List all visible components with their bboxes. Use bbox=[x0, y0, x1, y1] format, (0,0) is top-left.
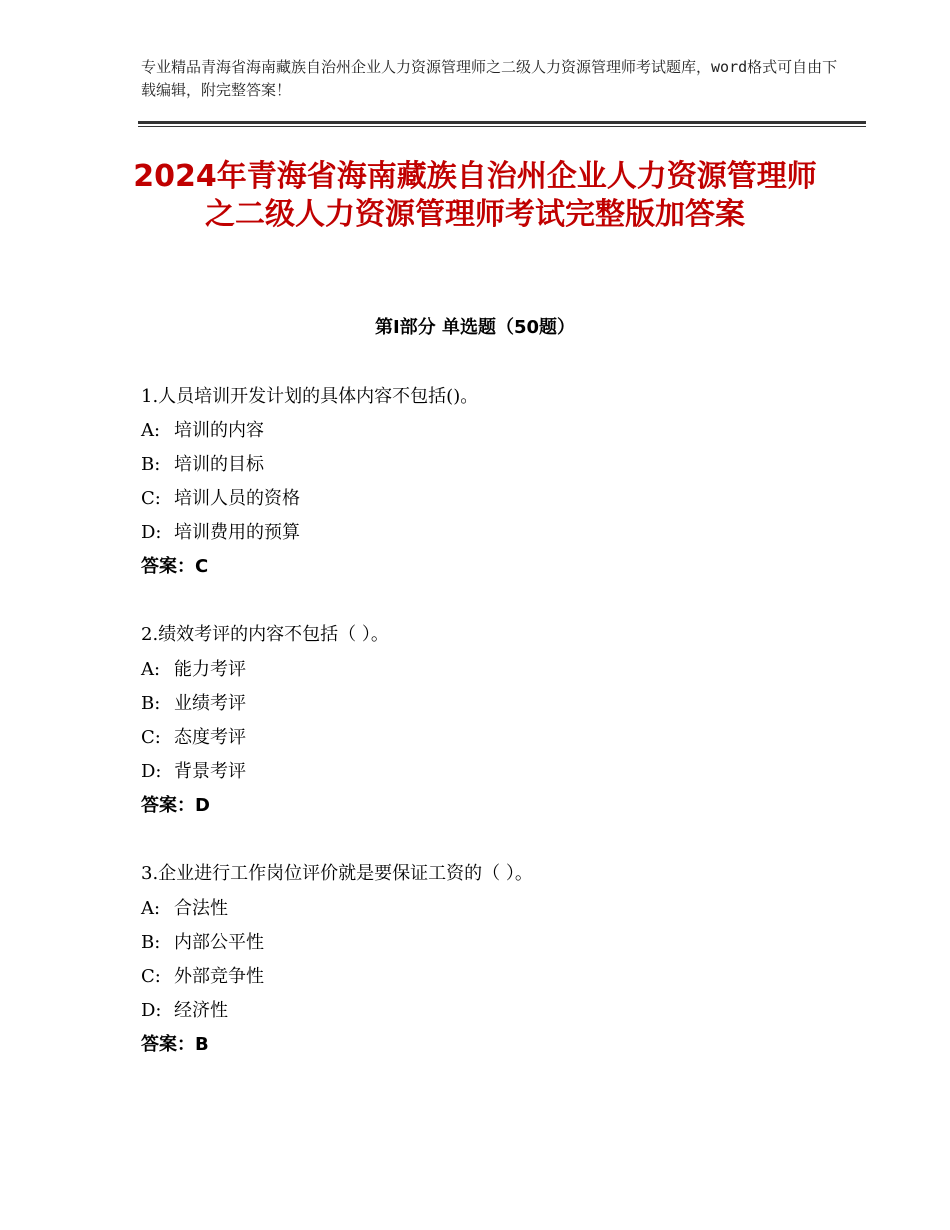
question-stem: 2.绩效考评的内容不包括（ ）。 bbox=[141, 624, 389, 645]
option-letter: C: bbox=[141, 966, 161, 987]
option-d bbox=[141, 999, 228, 1023]
option-letter: D: bbox=[141, 761, 162, 782]
option-text: 业绩考评 bbox=[174, 693, 246, 714]
option-letter: D: bbox=[141, 1000, 162, 1021]
option-text: 外部竞争性 bbox=[174, 966, 264, 987]
option-a bbox=[141, 658, 246, 682]
option-text: 培训的目标 bbox=[174, 454, 264, 475]
question-stem: 1.人员培训开发计划的具体内容不包括()。 bbox=[141, 386, 479, 407]
option-text: 合法性 bbox=[174, 898, 228, 919]
option-letter: D: bbox=[141, 522, 162, 543]
option-c bbox=[141, 726, 246, 750]
option-d bbox=[141, 760, 246, 784]
option-text: 培训的内容 bbox=[174, 420, 264, 441]
option-text: 背景考评 bbox=[174, 761, 246, 782]
option-letter: A: bbox=[141, 898, 161, 919]
option-b bbox=[141, 692, 246, 716]
option-letter: A: bbox=[141, 659, 161, 680]
option-letter: C: bbox=[141, 488, 161, 509]
header-note: 专业精品青海省海南藏族自治州企业人力资源管理师之二级人力资源管理师考试题库，word格式可自由下载编辑，附完整答案！ bbox=[141, 58, 838, 99]
header-rule-thin bbox=[138, 126, 866, 127]
option-d bbox=[141, 521, 300, 545]
answer-line: 答案：D bbox=[141, 795, 210, 816]
option-letter: B: bbox=[141, 454, 161, 475]
option-letter: C: bbox=[141, 727, 161, 748]
answer-line: 答案：B bbox=[141, 1034, 209, 1055]
question-stem: 3.企业进行工作岗位评价就是要保证工资的（ ）。 bbox=[141, 863, 533, 884]
option-text: 培训费用的预算 bbox=[174, 522, 300, 543]
option-b bbox=[141, 453, 264, 477]
option-letter: B: bbox=[141, 693, 161, 714]
option-c bbox=[141, 487, 300, 511]
option-text: 培训人员的资格 bbox=[174, 488, 300, 509]
section-title: 第Ⅰ部分 单选题（50题） bbox=[374, 317, 575, 338]
option-text: 经济性 bbox=[174, 1000, 228, 1021]
answer-line: 答案：C bbox=[141, 556, 209, 577]
option-letter: B: bbox=[141, 932, 161, 953]
option-b bbox=[141, 931, 264, 955]
option-a bbox=[141, 419, 264, 443]
option-text: 内部公平性 bbox=[174, 932, 264, 953]
document-title: 2024年青海省海南藏族自治州企业人力资源管理师之二级人力资源管理师考试完整版加答案 bbox=[133, 159, 817, 232]
option-text: 能力考评 bbox=[174, 659, 246, 680]
option-a bbox=[141, 897, 228, 921]
option-c bbox=[141, 965, 264, 989]
option-letter: A: bbox=[141, 420, 161, 441]
header-rule-thick bbox=[138, 121, 866, 124]
option-text: 态度考评 bbox=[174, 727, 246, 748]
